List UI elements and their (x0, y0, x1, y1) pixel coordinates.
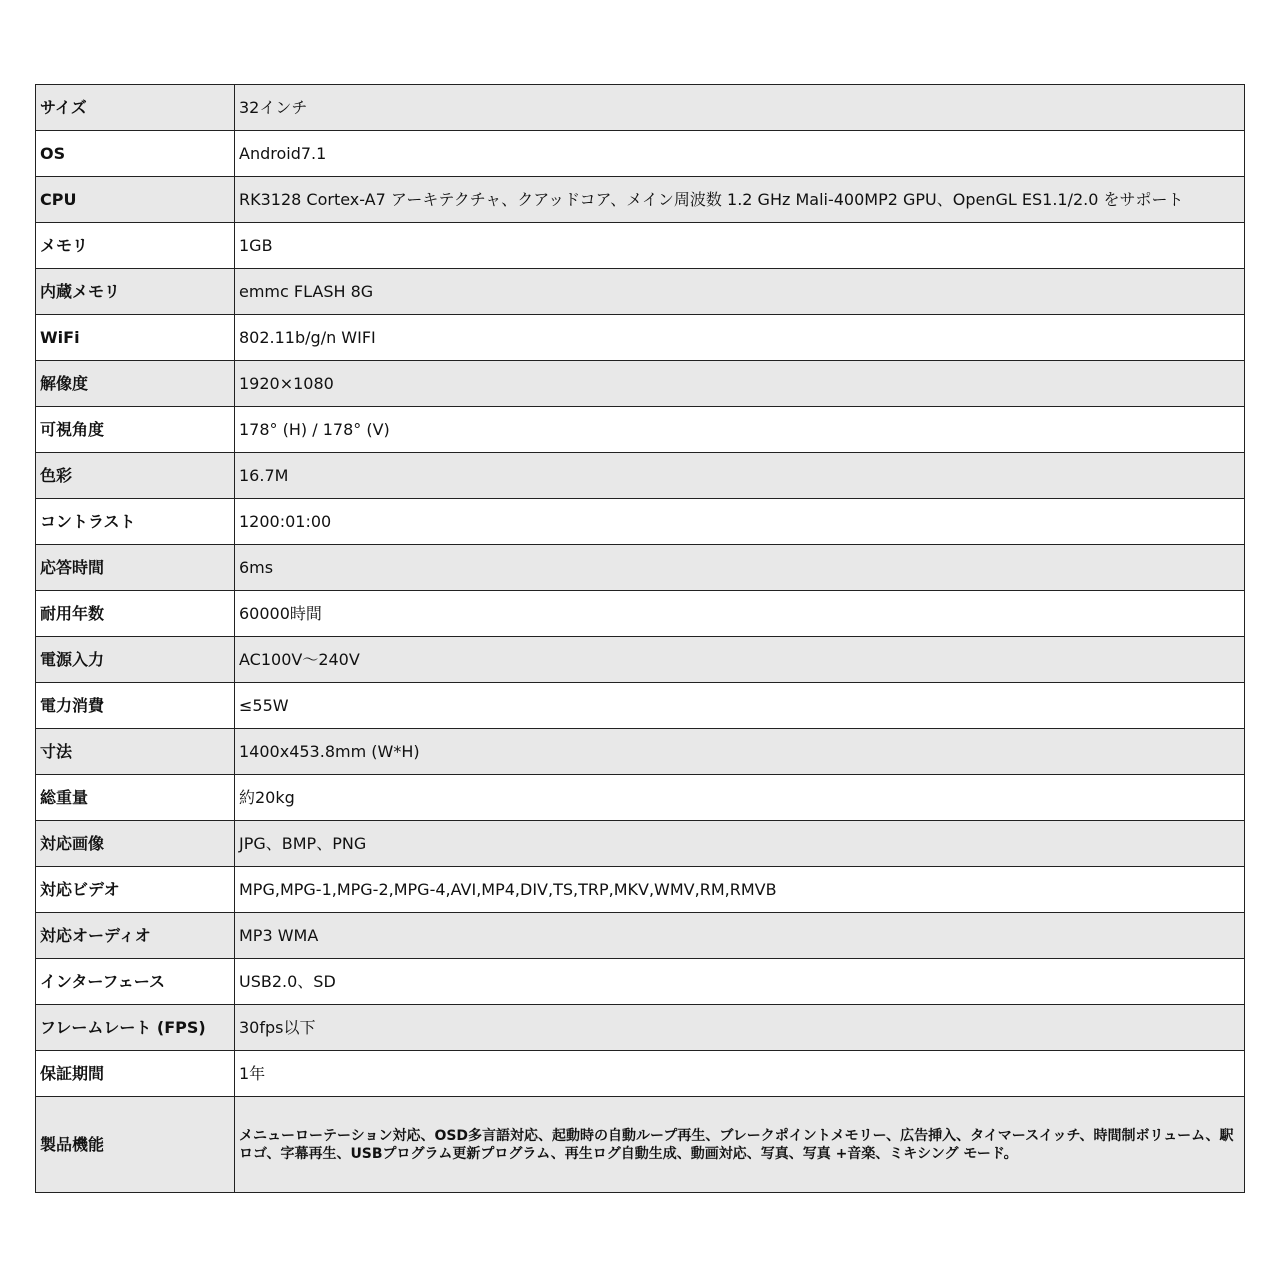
spec-value: 60000時間 (235, 591, 1245, 637)
spec-value: 6ms (235, 545, 1245, 591)
spec-row-lifespan (36, 591, 1245, 637)
spec-value: RK3128 Cortex-A7 アーキテクチャ、クアッドコア、メイン周波数 1.2 GHz Mali-400MP2 GPU、OpenGL ES1.1/2.0 をサポート (235, 177, 1245, 223)
spec-value: 178° (H) / 178° (V) (235, 407, 1245, 453)
spec-row-wifi (36, 315, 1245, 361)
spec-value: AC100V～240V (235, 637, 1245, 683)
spec-row-weight (36, 775, 1245, 821)
spec-value: ≤55W (235, 683, 1245, 729)
spec-row-power-input (36, 637, 1245, 683)
spec-row-image-formats (36, 821, 1245, 867)
spec-label: 保証期間 (36, 1051, 235, 1097)
spec-table (35, 84, 1245, 1193)
spec-label: 対応ビデオ (36, 867, 235, 913)
spec-row-frame-rate (36, 1005, 1245, 1051)
spec-label: 対応画像 (36, 821, 235, 867)
spec-row-warranty (36, 1051, 1245, 1097)
spec-label: OS (36, 131, 235, 177)
spec-label: 電源入力 (36, 637, 235, 683)
spec-label: WiFi (36, 315, 235, 361)
spec-value: MP3 WMA (235, 913, 1245, 959)
spec-row-features (36, 1097, 1245, 1193)
spec-label: 内蔵メモリ (36, 269, 235, 315)
spec-label: 可視角度 (36, 407, 235, 453)
spec-label: コントラスト (36, 499, 235, 545)
spec-row-audio-formats (36, 913, 1245, 959)
spec-value: 802.11b/g/n WIFI (235, 315, 1245, 361)
spec-value: 1400x453.8mm (W*H) (235, 729, 1245, 775)
spec-label: 対応オーディオ (36, 913, 235, 959)
spec-label: サイズ (36, 85, 235, 131)
spec-value: MPG,MPG-1,MPG-2,MPG-4,AVI,MP4,DIV,TS,TRP,MKV,WMV,RM,RMVB (235, 867, 1245, 913)
spec-label: 色彩 (36, 453, 235, 499)
spec-value: 1GB (235, 223, 1245, 269)
spec-label: 寸法 (36, 729, 235, 775)
spec-label: 総重量 (36, 775, 235, 821)
spec-row-video-formats (36, 867, 1245, 913)
spec-value: emmc FLASH 8G (235, 269, 1245, 315)
spec-value: JPG、BMP、PNG (235, 821, 1245, 867)
spec-label: 電力消費 (36, 683, 235, 729)
spec-row-storage (36, 269, 1245, 315)
spec-row-viewing-angle (36, 407, 1245, 453)
spec-label: 製品機能 (36, 1097, 235, 1193)
spec-value: 1920×1080 (235, 361, 1245, 407)
spec-row-color (36, 453, 1245, 499)
spec-row-dimensions (36, 729, 1245, 775)
spec-label: メモリ (36, 223, 235, 269)
spec-row-resolution (36, 361, 1245, 407)
spec-value: 約20kg (235, 775, 1245, 821)
spec-label: 応答時間 (36, 545, 235, 591)
spec-row-size (36, 85, 1245, 131)
spec-row-interfaces (36, 959, 1245, 1005)
spec-value: 1200:01:00 (235, 499, 1245, 545)
spec-value: 16.7M (235, 453, 1245, 499)
spec-value: 30fps以下 (235, 1005, 1245, 1051)
spec-row-power-consumption (36, 683, 1245, 729)
spec-row-contrast (36, 499, 1245, 545)
spec-value: USB2.0、SD (235, 959, 1245, 1005)
spec-label: フレームレート (FPS) (36, 1005, 235, 1051)
spec-value: 32インチ (235, 85, 1245, 131)
spec-label: インターフェース (36, 959, 235, 1005)
spec-row-cpu (36, 177, 1245, 223)
spec-row-response-time (36, 545, 1245, 591)
spec-label: 耐用年数 (36, 591, 235, 637)
spec-value: メニューローテーション対応、OSD多言語対応、起動時の自動ループ再生、ブレークポイントメモリー、広告挿入、タイマースイッチ、時間制ボリューム、駅ロゴ、字幕再生、USBプログラム更新プログラム、再生ログ自動生成、動画対応、写真、写真 +音楽、ミキシング モード。 (235, 1097, 1245, 1193)
spec-value: Android7.1 (235, 131, 1245, 177)
spec-row-memory (36, 223, 1245, 269)
spec-label: CPU (36, 177, 235, 223)
spec-label: 解像度 (36, 361, 235, 407)
spec-value: 1年 (235, 1051, 1245, 1097)
spec-row-os (36, 131, 1245, 177)
